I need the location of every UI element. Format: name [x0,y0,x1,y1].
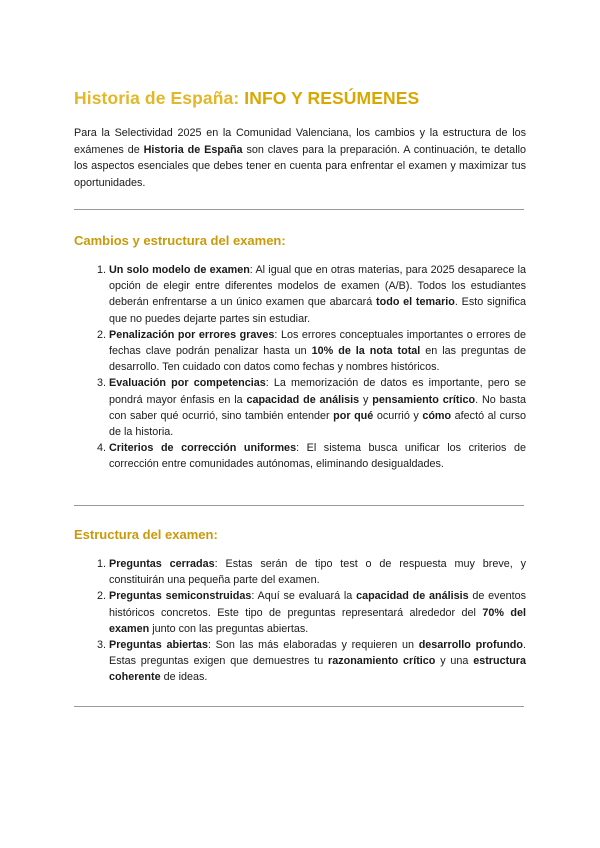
bold-text: 70% del examen [109,606,526,635]
text-run: y [359,393,373,406]
text-run: de ideas. [160,671,208,684]
bold-text: Penalización por errores graves [109,328,275,341]
bold-text: razonamiento crítico [328,655,436,668]
divider-2 [74,505,524,506]
section-heading-structure: Estructura del examen: [74,527,218,542]
text-run: : Son las más elaboradas y requieren un [207,639,419,652]
list-item [109,637,526,686]
bold-text: estructura coherente [109,655,526,684]
bold-text: Un solo modelo de examen [109,264,250,276]
page-title [74,88,419,109]
list-item [109,556,526,588]
bold-text: desarrollo profundo [418,639,523,652]
bold-text: Historia de España [143,143,243,156]
text-run: . Estas preguntas exigen que demuestres tu [109,639,526,668]
bold-text: Preguntas abiertas [109,639,208,652]
text-run: : El sistema busca unificar los criterios de corrección entre comunidades autónomas, eliminando desigualdades. [109,442,526,471]
structure-list [74,556,526,686]
bold-text: Evaluación por competencias [109,377,266,390]
text-run: junto con las preguntas abiertas. [149,622,309,635]
title-part-2: INFO Y RESÚMENES [244,88,420,108]
text-run: en las preguntas de desarrollo. Ten cuidado con datos como fechas y nombres históricos. [109,345,527,374]
text-run: : Los errores conceptuales importantes o errores de fechas clave podrán penalizar hasta un [109,328,526,358]
bold-text: Criterios de corrección uniformes [109,442,297,455]
bold-text: todo el temario [376,296,455,309]
text-run: son claves para la preparación. A continuación, te detallo los aspectos esenciales que debes tener en cuenta para enfrentar el examen y maximizar tus oportunidades. [74,143,526,189]
text-run: Para la Selectividad 2025 en la Comunidad Valenciana, los cambios y la estructura de los exámenes de [74,127,526,156]
text-run: : Estas serán de tipo test o de respuesta muy breve, y constituirán una pequeña parte del examen. [109,558,526,587]
text-run: y una [435,655,474,668]
changes-list [74,262,526,473]
text-run: : La memorización de datos es importante, pero se pondrá mayor énfasis en la [109,377,527,406]
section-heading-changes: Cambios y estructura del examen: [74,233,286,248]
bold-text: 10% de la nota total [311,345,421,358]
list-item [109,262,526,327]
list-item [109,375,526,440]
text-run: . No basta con saber qué ocurrió, sino también entender [109,393,527,422]
divider-3 [74,706,524,707]
text-run: . Esto significa que no puedes dejarte partes sin estudiar. [109,296,526,325]
bold-text: Preguntas cerradas [109,558,215,570]
bold-text: Preguntas semiconstruidas [109,590,252,603]
divider-1 [74,209,524,210]
text-run: afectó al curso de la historia. [109,409,526,439]
list-item [109,327,526,376]
bold-text: por qué [333,409,374,422]
bold-text: capacidad de análisis [246,393,360,406]
text-run: ocurrió y [373,409,423,422]
bold-text: pensamiento crítico [372,393,476,406]
text-run: : Aquí se evaluará la [251,590,357,603]
title-part-1: Historia de España: [74,88,240,108]
text-run: : Al igual que en otras materias, para 2025 desaparece la opción de elegir entre diferentes modelos de examen (A/B). Todos los estudiantes deberán enfrentarse a un único examen que abarcará [109,264,526,309]
list-item [109,440,526,472]
text-run: de eventos históricos concretos. Este tipo de preguntas representará alrededor del [109,590,526,619]
intro-paragraph [74,125,526,191]
list-item [109,588,526,637]
bold-text: cómo [422,409,452,422]
bold-text: capacidad de análisis [356,590,469,603]
